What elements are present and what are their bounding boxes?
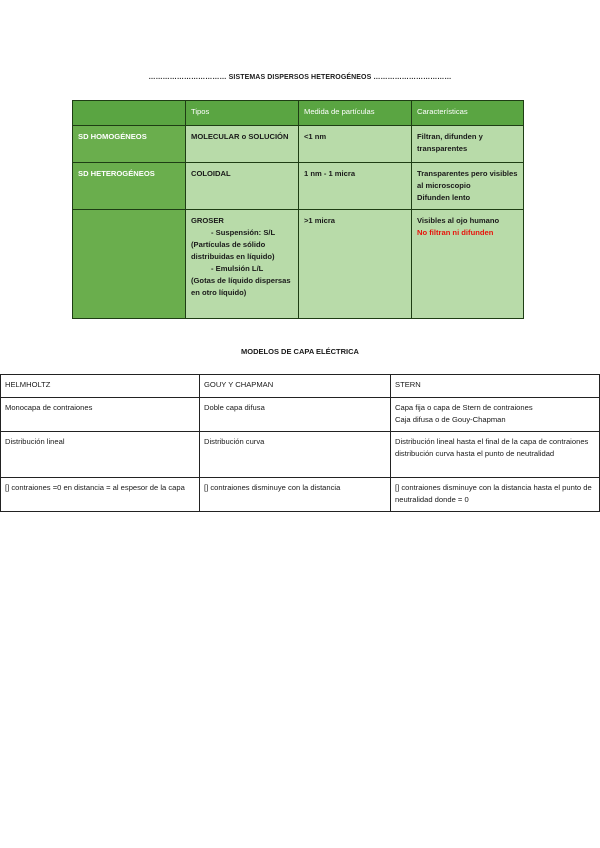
section-title-modelos-capa: MODELOS DE CAPA ELÉCTRICA [241,347,359,356]
cell-medida: <1 nm [299,126,412,163]
table-cell [391,398,600,432]
header-helmholtz: HELMHOLTZ [1,375,200,398]
cell-caracteristicas [412,163,524,210]
cell-caracteristicas [412,210,524,319]
cell-tipo: MOLECULAR o SOLUCIÓN [186,126,299,163]
row-label-empty [73,210,186,319]
cell-tipo [186,210,299,319]
table-cell: Monocapa de contraiones [1,398,200,432]
table-row [73,210,524,319]
section-title-sistemas-dispersos: …………………………… SISTEMAS DISPERSOS HETEROGÉNEOS …………………………… [148,74,452,81]
header-tipos: Tipos [186,101,299,126]
caracteristica-line: Transparentes pero visibles al microscopio [417,169,518,190]
subtype-description: (Gotas de líquido dispersas en otro líquido) [191,276,291,297]
caracteristica-line: Visibles al ojo humano [417,216,500,225]
table-row [1,432,600,478]
cell-line: Distribución lineal hasta el final de la capa de contraiones [395,437,589,446]
table-cell: Doble capa difusa [200,398,391,432]
cell-line: distribución curva hasta el punto de neutralidad [395,449,555,458]
table-row [73,163,524,210]
table-cell: [] contraiones disminuye con la distancia hasta el punto de neutralidad donde = 0 [391,478,600,512]
table-cell [391,432,600,478]
subtype-emulsion: - Emulsión L/L [211,264,264,273]
sistemas-dispersos-table [72,100,524,319]
table-row [73,126,524,163]
subtype-suspension: - Suspensión: S/L [211,228,276,237]
table-cell: Distribución lineal [1,432,200,478]
cell-line: Capa fija o capa de Stern de contraiones [395,403,533,412]
tipo-title: GROSER [191,216,224,225]
table-cell: Distribución curva [200,432,391,478]
cell-tipo: COLOIDAL [186,163,299,210]
table-header-row [1,375,600,398]
cell-medida: >1 micra [299,210,412,319]
row-label-homogeneos: SD HOMOGÉNEOS [73,126,186,163]
table-row [1,398,600,432]
header-caracteristicas: Características [412,101,524,126]
table-row [1,478,600,512]
table-cell: [] contraiones disminuye con la distancia [200,478,391,512]
header-empty-cell [73,101,186,126]
table-cell: [] contraiones =0 en distancia = al espesor de la capa [1,478,200,512]
cell-caracteristicas: Filtran, difunden y transparentes [412,126,524,163]
modelos-capa-table [0,374,600,512]
caracteristica-line-red: No filtran ni difunden [417,228,494,237]
header-stern: STERN [391,375,600,398]
caracteristica-line: Difunden lento [417,193,471,202]
subtype-description: (Partículas de sólido distribuidas en líquido) [191,240,275,261]
header-medida: Medida de partículas [299,101,412,126]
cell-line: Caja difusa o de Gouy-Chapman [395,415,506,424]
row-label-heterogeneos: SD HETEROGÉNEOS [73,163,186,210]
table-header-row [73,101,524,126]
cell-medida: 1 nm - 1 micra [299,163,412,210]
header-gouy-chapman: GOUY Y CHAPMAN [200,375,391,398]
